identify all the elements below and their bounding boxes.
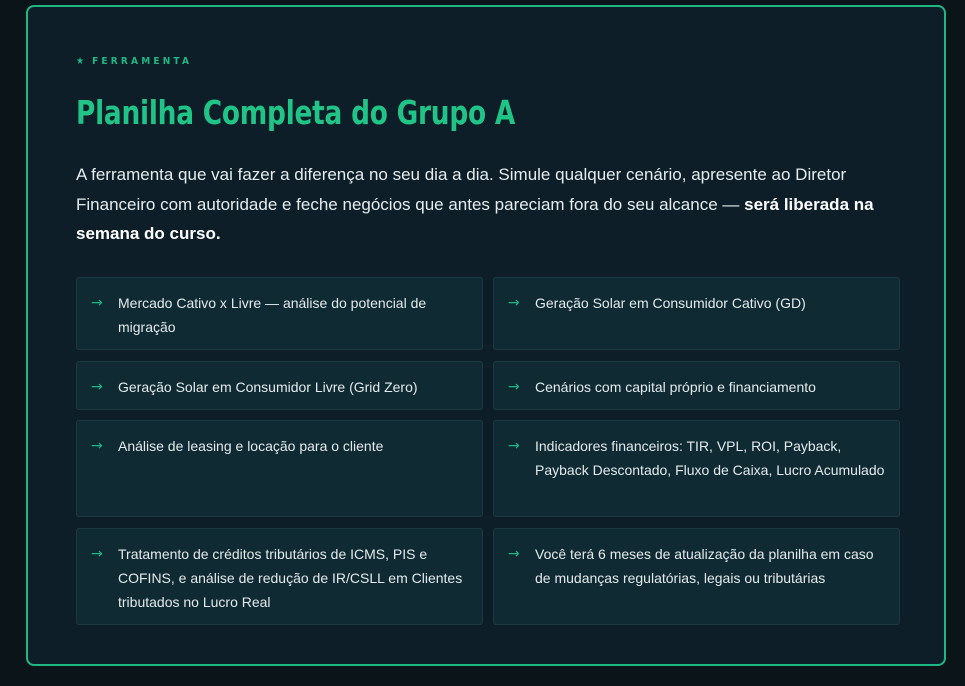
arrow-right-icon: → bbox=[508, 546, 520, 562]
arrow-right-icon: → bbox=[508, 379, 520, 395]
ferramenta-card bbox=[26, 5, 946, 666]
eyebrow bbox=[76, 56, 192, 67]
feature-text: Geração Solar em Consumidor Cativo (GD) bbox=[535, 295, 806, 311]
arrow-right-icon: → bbox=[508, 295, 520, 311]
intro-text: A ferramenta que vai fazer a diferença no seu dia a dia. Simule qualquer cenário, apresente ao Diretor Financeiro com autoridade e feche negócios que antes pareciam fora do seu alcance — bbox=[76, 165, 847, 214]
eyebrow-label: FERRAMENTA bbox=[92, 56, 193, 67]
feature-item bbox=[493, 528, 900, 625]
feature-text: Mercado Cativo x Livre — análise do potencial de migração bbox=[118, 295, 427, 335]
intro-emphasis: será liberada na semana do curso. bbox=[76, 194, 874, 243]
feature-text: Cenários com capital próprio e financiamento bbox=[535, 379, 816, 395]
arrow-right-icon: → bbox=[508, 438, 520, 454]
feature-text: Geração Solar em Consumidor Livre (Grid Zero) bbox=[118, 379, 418, 395]
feature-item bbox=[76, 420, 483, 517]
feature-text: Análise de leasing e locação para o cliente bbox=[118, 438, 384, 454]
arrow-right-icon: → bbox=[91, 546, 103, 562]
feature-item bbox=[493, 420, 900, 517]
arrow-right-icon: → bbox=[91, 438, 103, 454]
feature-text: Indicadores financeiros: TIR, VPL, ROI, Payback, Payback Descontado, Fluxo de Caixa, Lucro Acumulado bbox=[535, 438, 885, 478]
arrow-right-icon: → bbox=[91, 295, 103, 311]
feature-text: Você terá 6 meses de atualização da planilha em caso de mudanças regulatórias, legais ou tributárias bbox=[535, 546, 874, 586]
feature-item bbox=[76, 528, 483, 625]
feature-text: Tratamento de créditos tributários de ICMS, PIS e COFINS, e análise de redução de IR/CSLL em Clientes tributados no Lucro Real bbox=[118, 546, 463, 610]
feature-item bbox=[76, 361, 483, 410]
arrow-right-icon: → bbox=[91, 379, 103, 395]
intro-paragraph bbox=[76, 160, 896, 249]
star-icon: ★ bbox=[76, 56, 85, 67]
feature-item bbox=[493, 277, 900, 350]
feature-item bbox=[493, 361, 900, 410]
page-title: Planilha Completa do Grupo A bbox=[76, 93, 516, 132]
feature-item bbox=[76, 277, 483, 350]
